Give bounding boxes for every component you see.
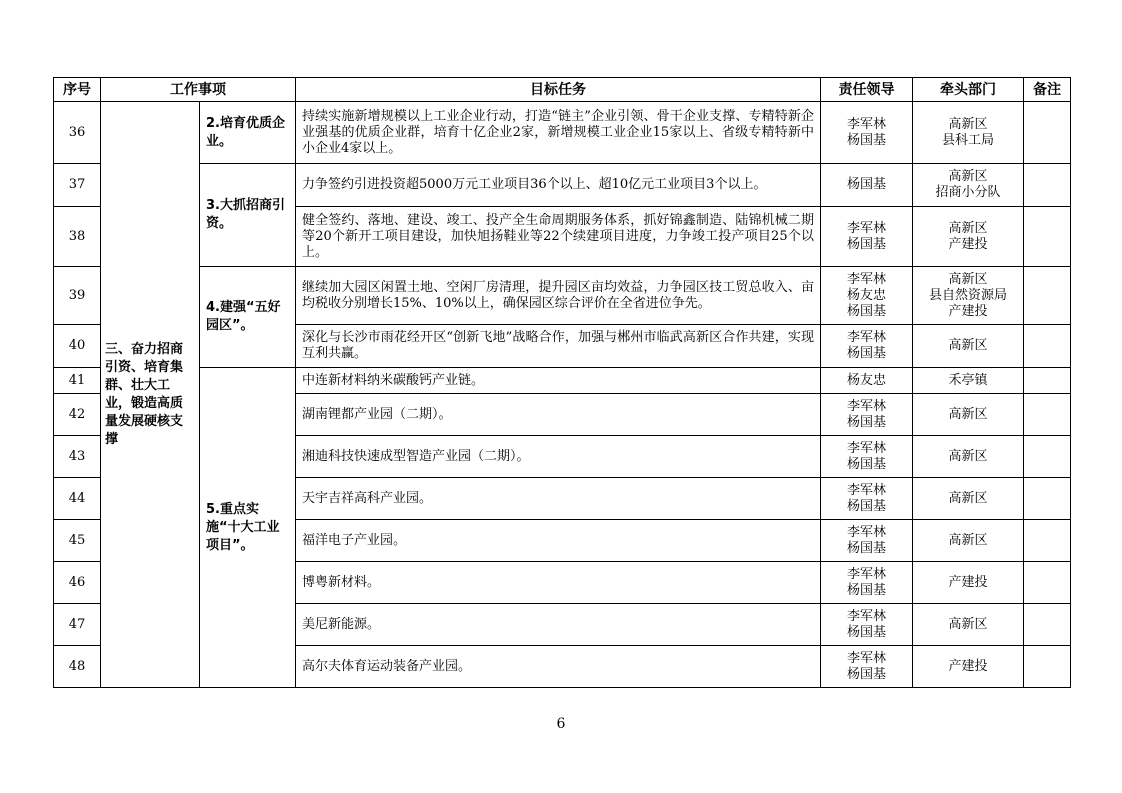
leader-name: 李军林 [846,608,886,624]
task-cell: 天宇吉祥高科产业园。 [296,478,821,520]
task-cell: 博粤新材料。 [296,562,821,604]
table-row [54,102,1071,164]
leader-name: 李军林 [846,524,886,540]
subitem-cell: 2.培育优质企业。 [200,102,296,164]
dept-cell [913,207,1024,267]
row-number: 39 [54,267,101,325]
note-cell [1024,646,1071,688]
leader-name: 杨国基 [846,177,886,192]
dept-name: 县科工局 [941,132,994,148]
dept-name: 高新区 [948,406,988,422]
leader-name: 杨国基 [846,346,886,361]
header-task: 目标任务 [296,78,821,102]
header-item: 工作事项 [101,78,296,102]
leader-name: 李军林 [846,116,886,132]
note-cell [1024,164,1071,207]
leader-cell [821,394,913,436]
task-cell: 继续加大园区闲置土地、空闲厂房清理，提升园区亩均效益，力争园区技工贸总收入、亩均税收分别增长15%、10%以上，确保园区综合评价在全省进位争先。 [296,267,821,325]
header-leader: 责任领导 [821,78,913,102]
leader-name: 杨国基 [846,666,886,682]
note-cell [1024,102,1071,164]
header-no: 序号 [54,78,101,102]
note-cell [1024,436,1071,478]
note-cell [1024,562,1071,604]
category-cell: 三、奋力招商引资、培育集群、壮大工业，锻造高质量发展硬核支撑 [101,102,200,688]
work-plan-table [53,77,1071,688]
task-cell: 力争签约引进投资超5000万元工业项目36个以上、超10亿元工业项目3个以上。 [296,164,821,207]
dept-cell [913,394,1024,436]
row-number: 48 [54,646,101,688]
task-cell: 福洋电子产业园。 [296,520,821,562]
task-cell: 美尼新能源。 [296,604,821,646]
dept-name: 产建投 [948,574,988,590]
note-cell [1024,207,1071,267]
dept-name: 高新区 [948,220,988,236]
leader-cell [821,520,913,562]
note-cell [1024,325,1071,368]
leader-name: 杨国基 [846,456,886,472]
leader-name: 杨国基 [846,498,886,514]
leader-cell [821,436,913,478]
leader-cell [821,562,913,604]
dept-name: 高新区 [948,116,988,132]
note-cell [1024,604,1071,646]
task-cell: 持续实施新增规模以上工业企业行动，打造“链主”企业引领、骨干企业支撑、专精特新企业强基的优质企业群，培育十亿企业2家，新增规模工业企业15家以上、省级专精特新中小企业4家以上。 [296,102,821,164]
leader-cell [821,267,913,325]
row-number: 45 [54,520,101,562]
note-cell [1024,478,1071,520]
leader-name: 李军林 [846,566,886,582]
task-cell: 健全签约、落地、建设、竣工、投产全生命周期服务体系，抓好锦鑫制造、陆锦机械二期等20个新开工项目建设，加快旭扬鞋业等22个续建项目进度，力争竣工投产项目25个以上。 [296,207,821,267]
subitem-cell: 3.大抓招商引资。 [200,164,296,267]
leader-name: 李军林 [846,482,886,498]
dept-name: 禾亭镇 [948,372,988,388]
leader-cell [821,164,913,207]
header-dept: 牵头部门 [913,78,1024,102]
task-cell: 中连新材料纳米碳酸钙产业链。 [296,368,821,394]
dept-name: 高新区 [948,169,988,184]
leader-cell [821,207,913,267]
leader-cell [821,102,913,164]
dept-name: 高新区 [948,448,988,464]
table-row [54,368,1071,394]
row-number: 43 [54,436,101,478]
row-number: 38 [54,207,101,267]
dept-cell [913,102,1024,164]
note-cell [1024,368,1071,394]
table-header-row [54,78,1071,102]
row-number: 40 [54,325,101,368]
leader-name: 杨国基 [846,414,886,430]
leader-name: 杨国基 [846,540,886,556]
leader-name: 李军林 [846,330,886,345]
leader-name: 李军林 [846,220,886,236]
task-cell: 高尔夫体育运动装备产业园。 [296,646,821,688]
leader-name: 李军林 [846,650,886,666]
leader-cell [821,604,913,646]
leader-name: 李军林 [846,440,886,456]
dept-cell [913,267,1024,325]
table-row [54,164,1071,207]
leader-name: 李军林 [846,398,886,414]
dept-name: 高新区 [948,338,988,353]
row-number: 44 [54,478,101,520]
dept-cell [913,368,1024,394]
row-number: 46 [54,562,101,604]
row-number: 47 [54,604,101,646]
dept-name: 高新区 [948,616,988,632]
dept-name: 高新区 [948,532,988,548]
row-number: 42 [54,394,101,436]
leader-name: 杨国基 [846,582,886,598]
dept-cell [913,436,1024,478]
leader-cell [821,368,913,394]
leader-cell [821,478,913,520]
leader-cell [821,646,913,688]
subitem-cell: 5.重点实施“十大工业项目”。 [200,368,296,688]
note-cell [1024,394,1071,436]
leader-name: 杨国基 [846,624,886,640]
dept-cell [913,325,1024,368]
leader-name: 杨国基 [846,132,886,148]
task-cell: 湘迪科技快速成型智造产业园（二期）。 [296,436,821,478]
dept-name: 高新区 [948,490,988,506]
dept-name: 产建投 [948,658,988,674]
table-row [54,267,1071,325]
leader-name: 李军林 [846,271,886,287]
dept-name: 高新区 [948,271,988,287]
note-cell [1024,520,1071,562]
dept-name: 招商小分队 [935,185,1001,200]
dept-name: 县自然资源局 [928,287,1007,303]
dept-name: 产建投 [948,236,988,252]
header-note: 备注 [1024,78,1071,102]
task-cell: 湖南锂都产业园（二期）。 [296,394,821,436]
row-number: 37 [54,164,101,207]
dept-cell [913,604,1024,646]
task-cell: 深化与长沙市雨花经开区“创新飞地”战略合作，加强与郴州市临武高新区合作共建，实现互利共赢。 [296,325,821,368]
leader-name: 杨友忠 [846,372,886,388]
dept-cell [913,478,1024,520]
leader-name: 杨友忠 [846,287,886,303]
dept-cell [913,164,1024,207]
leader-name: 杨国基 [846,303,886,319]
dept-cell [913,562,1024,604]
dept-cell [913,646,1024,688]
subitem-cell: 4.建强“五好园区”。 [200,267,296,368]
note-cell [1024,267,1071,325]
row-number: 36 [54,102,101,164]
dept-name: 产建投 [948,303,988,319]
row-number: 41 [54,368,101,394]
leader-name: 杨国基 [846,236,886,252]
page-number: 6 [556,716,566,732]
dept-cell [913,520,1024,562]
leader-cell [821,325,913,368]
